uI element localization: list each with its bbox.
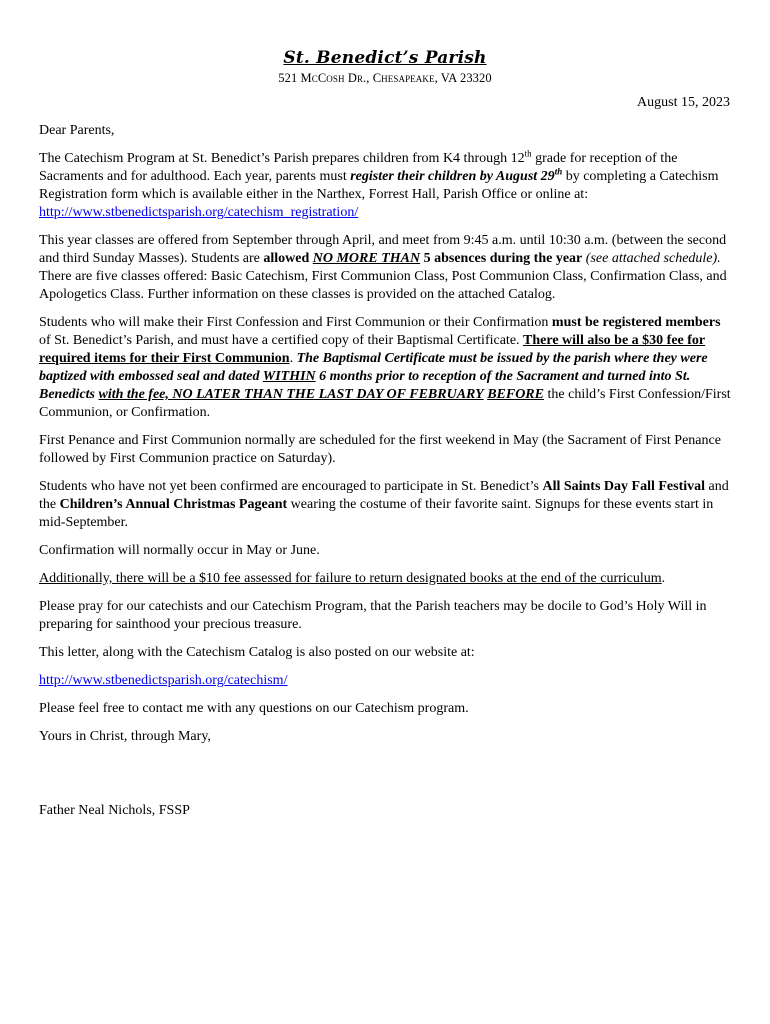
p2-text-c: NO MORE THAN — [312, 251, 421, 266]
p2-text-d: 5 absences during the year — [420, 251, 583, 266]
p3-text-g: WITHIN — [262, 369, 316, 384]
p2-text-a: This year classes are offered from September through April, and meet from 9:45 a.m. until 10:30 a.m. (between the second and third Sunday Masses). Students are — [39, 233, 727, 266]
p3-text-l: the child’s First Confession/First Communion, or Confirmation. — [39, 387, 731, 420]
p2-text-f: There are five classes offered: Basic Catechism, First Communion Class, Post Communion Class, Confirmation Class, and Apologetics Class. Further information on these classes is provided on the attached Catalog. — [39, 269, 727, 302]
paragraph-schedule — [39, 232, 733, 304]
p3-text-f: The Baptismal Certificate must be issued by the parish where they were baptized with embossed seal and dated — [39, 351, 708, 384]
p3-text-h: 6 months prior to reception of the Sacrament and turned into St. Benedicts — [39, 369, 691, 402]
p5-text-a: Students who have not yet been confirmed are encouraged to participate in St. Benedict’s — [39, 479, 543, 494]
paragraph-first-communion: First Penance and First Communion normally are scheduled for the first weekend in May (the Sacrament of First Penance followed by First Communion practice on Saturday). — [39, 433, 721, 466]
signature-space — [39, 756, 733, 802]
p3-text-i: with the fee, NO LATER THAN THE LAST DAY OF FEBRUARY — [98, 387, 484, 402]
p5-text-e: wearing the costume of their favorite saint. Signups for these events start in mid-September. — [39, 497, 714, 530]
paragraph-registration — [39, 150, 733, 222]
parish-address: 521 McCosh Dr., Chesapeake, VA 23320 — [278, 71, 492, 85]
p1-text-b: grade for reception of the Sacraments and for adulthood. Each year, parents must — [39, 151, 678, 184]
p1-register-deadline — [350, 166, 563, 184]
letter-date: August 15, 2023 — [637, 95, 730, 110]
p1-text-a: The Catechism Program at St. Benedict’s Parish prepares children from K4 through 12 — [39, 151, 525, 166]
registration-link[interactable]: http://www.stbenedictsparish.org/catechism_registration/ — [39, 205, 359, 220]
p3-text-d: There will also be a $30 fee for required items for their First Communion — [39, 333, 706, 366]
p1-text-d: by completing a Catechism Registration form which is available either in the Narthex, Forrest Hall, Parish Office or online at: — [39, 169, 719, 202]
p5-text-b: All Saints Day Fall Festival — [542, 479, 706, 494]
closing: Yours in Christ, through Mary, — [39, 729, 211, 744]
p7-end: . — [661, 571, 666, 586]
p3-text-b: must be registered members — [551, 315, 721, 330]
p2-text-e: (see attached schedule). — [582, 251, 721, 266]
salutation: Dear Parents, — [39, 123, 115, 138]
p5-text-c: and the — [39, 479, 729, 512]
letter-body — [39, 122, 733, 830]
parish-title: St. Benedict’s Parish — [283, 48, 487, 68]
paragraph-website: This letter, along with the Catechism Catalog is also posted on our website at: — [39, 645, 475, 660]
catechism-link[interactable]: http://www.stbenedictsparish.org/catechism/ — [39, 673, 288, 688]
p2-text-b: allowed — [263, 251, 313, 266]
p5-text-d: Children’s Annual Christmas Pageant — [59, 497, 288, 512]
paragraph-confirmation: Confirmation will normally occur in May or June. — [39, 543, 320, 558]
p3-text-c: of St. Benedict’s Parish, and must have a certified copy of their Baptismal Certificate. — [39, 333, 524, 348]
p1-sup-c: th — [554, 166, 563, 177]
paragraph-website-link — [39, 672, 733, 690]
paragraph-book-fee — [39, 570, 733, 588]
p3-text-k: BEFORE — [487, 387, 544, 402]
paragraph-contact: Please feel free to contact me with any questions on our Catechism program. — [39, 701, 469, 716]
p3-text-a: Students who will make their First Confession and First Communion or their Confirmation — [39, 315, 552, 330]
p1-sup-a: th — [524, 148, 532, 159]
p1-text-c: register their children by August 29 — [350, 169, 555, 184]
p7-text: Additionally, there will be a $10 fee assessed for failure to return designated books at the end of the curriculum — [39, 571, 662, 586]
p3-text-e: . — [289, 351, 297, 366]
paragraph-requirements — [39, 314, 733, 422]
paragraph-prayer: Please pray for our catechists and our Catechism Program, that the Parish teachers may be docile to God’s Holy Will in preparing for sainthood your precious treasure. — [39, 599, 707, 632]
paragraph-events — [39, 478, 733, 532]
signature: Father Neal Nichols, FSSP — [39, 803, 190, 818]
